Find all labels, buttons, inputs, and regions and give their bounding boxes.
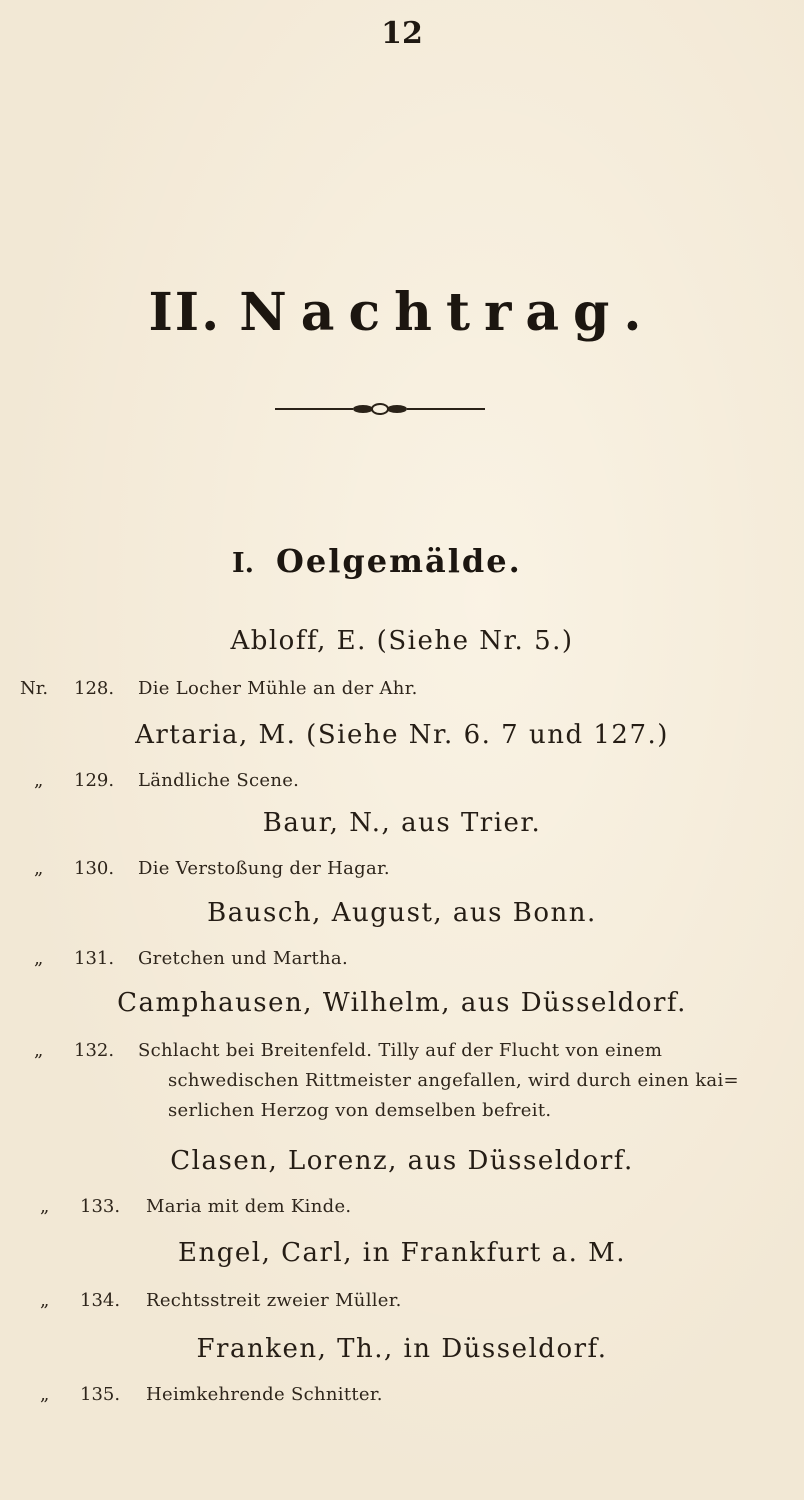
entry-number: 129. [74,770,115,791]
entry-title: Die Verstoßung der Hagar. [138,858,390,879]
entry-number: 132. [74,1040,115,1061]
page-number: 12 [381,16,423,51]
section-number: II. [148,282,222,343]
entry-mark: „ [40,1290,50,1311]
entry-mark: „ [34,948,44,969]
section-heading [0,282,804,343]
artist-heading: Engel, Carl, in Frankfurt a. M. [178,1238,626,1268]
entry-title: Ländliche Scene. [138,770,300,791]
entry-mark: Nr. [20,678,49,699]
artist-heading: Camphausen, Wilhelm, aus Düsseldorf. [117,988,687,1018]
artist-heading: Franken, Th., in Düsseldorf. [196,1334,608,1364]
artist-heading: Artaria, M. (Siehe Nr. 6. 7 und 127.) [135,720,669,750]
artist-heading: Abloff, E. (Siehe Nr. 5.) [230,626,574,656]
entry-mark: „ [34,858,44,879]
subsection-heading [232,542,522,580]
entry-title: Heimkehrende Schnitter. [146,1384,383,1405]
subsection-title: Oelgemälde. [276,542,522,580]
entry-title: Die Locher Mühle an der Ahr. [138,678,418,699]
artist-heading: Baur, N., aus Trier. [262,808,542,838]
subsection-number: I. [232,548,255,579]
entry-title-line: serlichen Herzog von demselben befreit. [168,1100,552,1121]
entry-title: Rechtsstreit zweier Müller. [146,1290,402,1311]
section-title: Nachtrag. [239,282,656,343]
entry-mark: „ [40,1384,50,1405]
entry-number: 131. [74,948,115,969]
entry-mark: „ [40,1196,50,1217]
artist-heading: Clasen, Lorenz, aus Düsseldorf. [170,1146,634,1176]
ornament-divider [275,402,485,416]
artist-heading: Bausch, August, aus Bonn. [207,898,597,928]
entry-number: 134. [80,1290,121,1311]
entry-number: 130. [74,858,115,879]
entry-title: Gretchen und Martha. [138,948,348,969]
entry-title: Maria mit dem Kinde. [146,1196,352,1217]
entry-title-line: Schlacht bei Breitenfeld. Tilly auf der Flucht von einem [138,1040,663,1061]
entry-number: 128. [74,678,115,699]
entry-title-line: schwedischen Rittmeister angefallen, wird durch einen kai= [168,1070,739,1091]
entry-number: 135. [80,1384,121,1405]
entry-number: 133. [80,1196,121,1217]
entry-mark: „ [34,1040,44,1061]
entry-mark: „ [34,770,44,791]
